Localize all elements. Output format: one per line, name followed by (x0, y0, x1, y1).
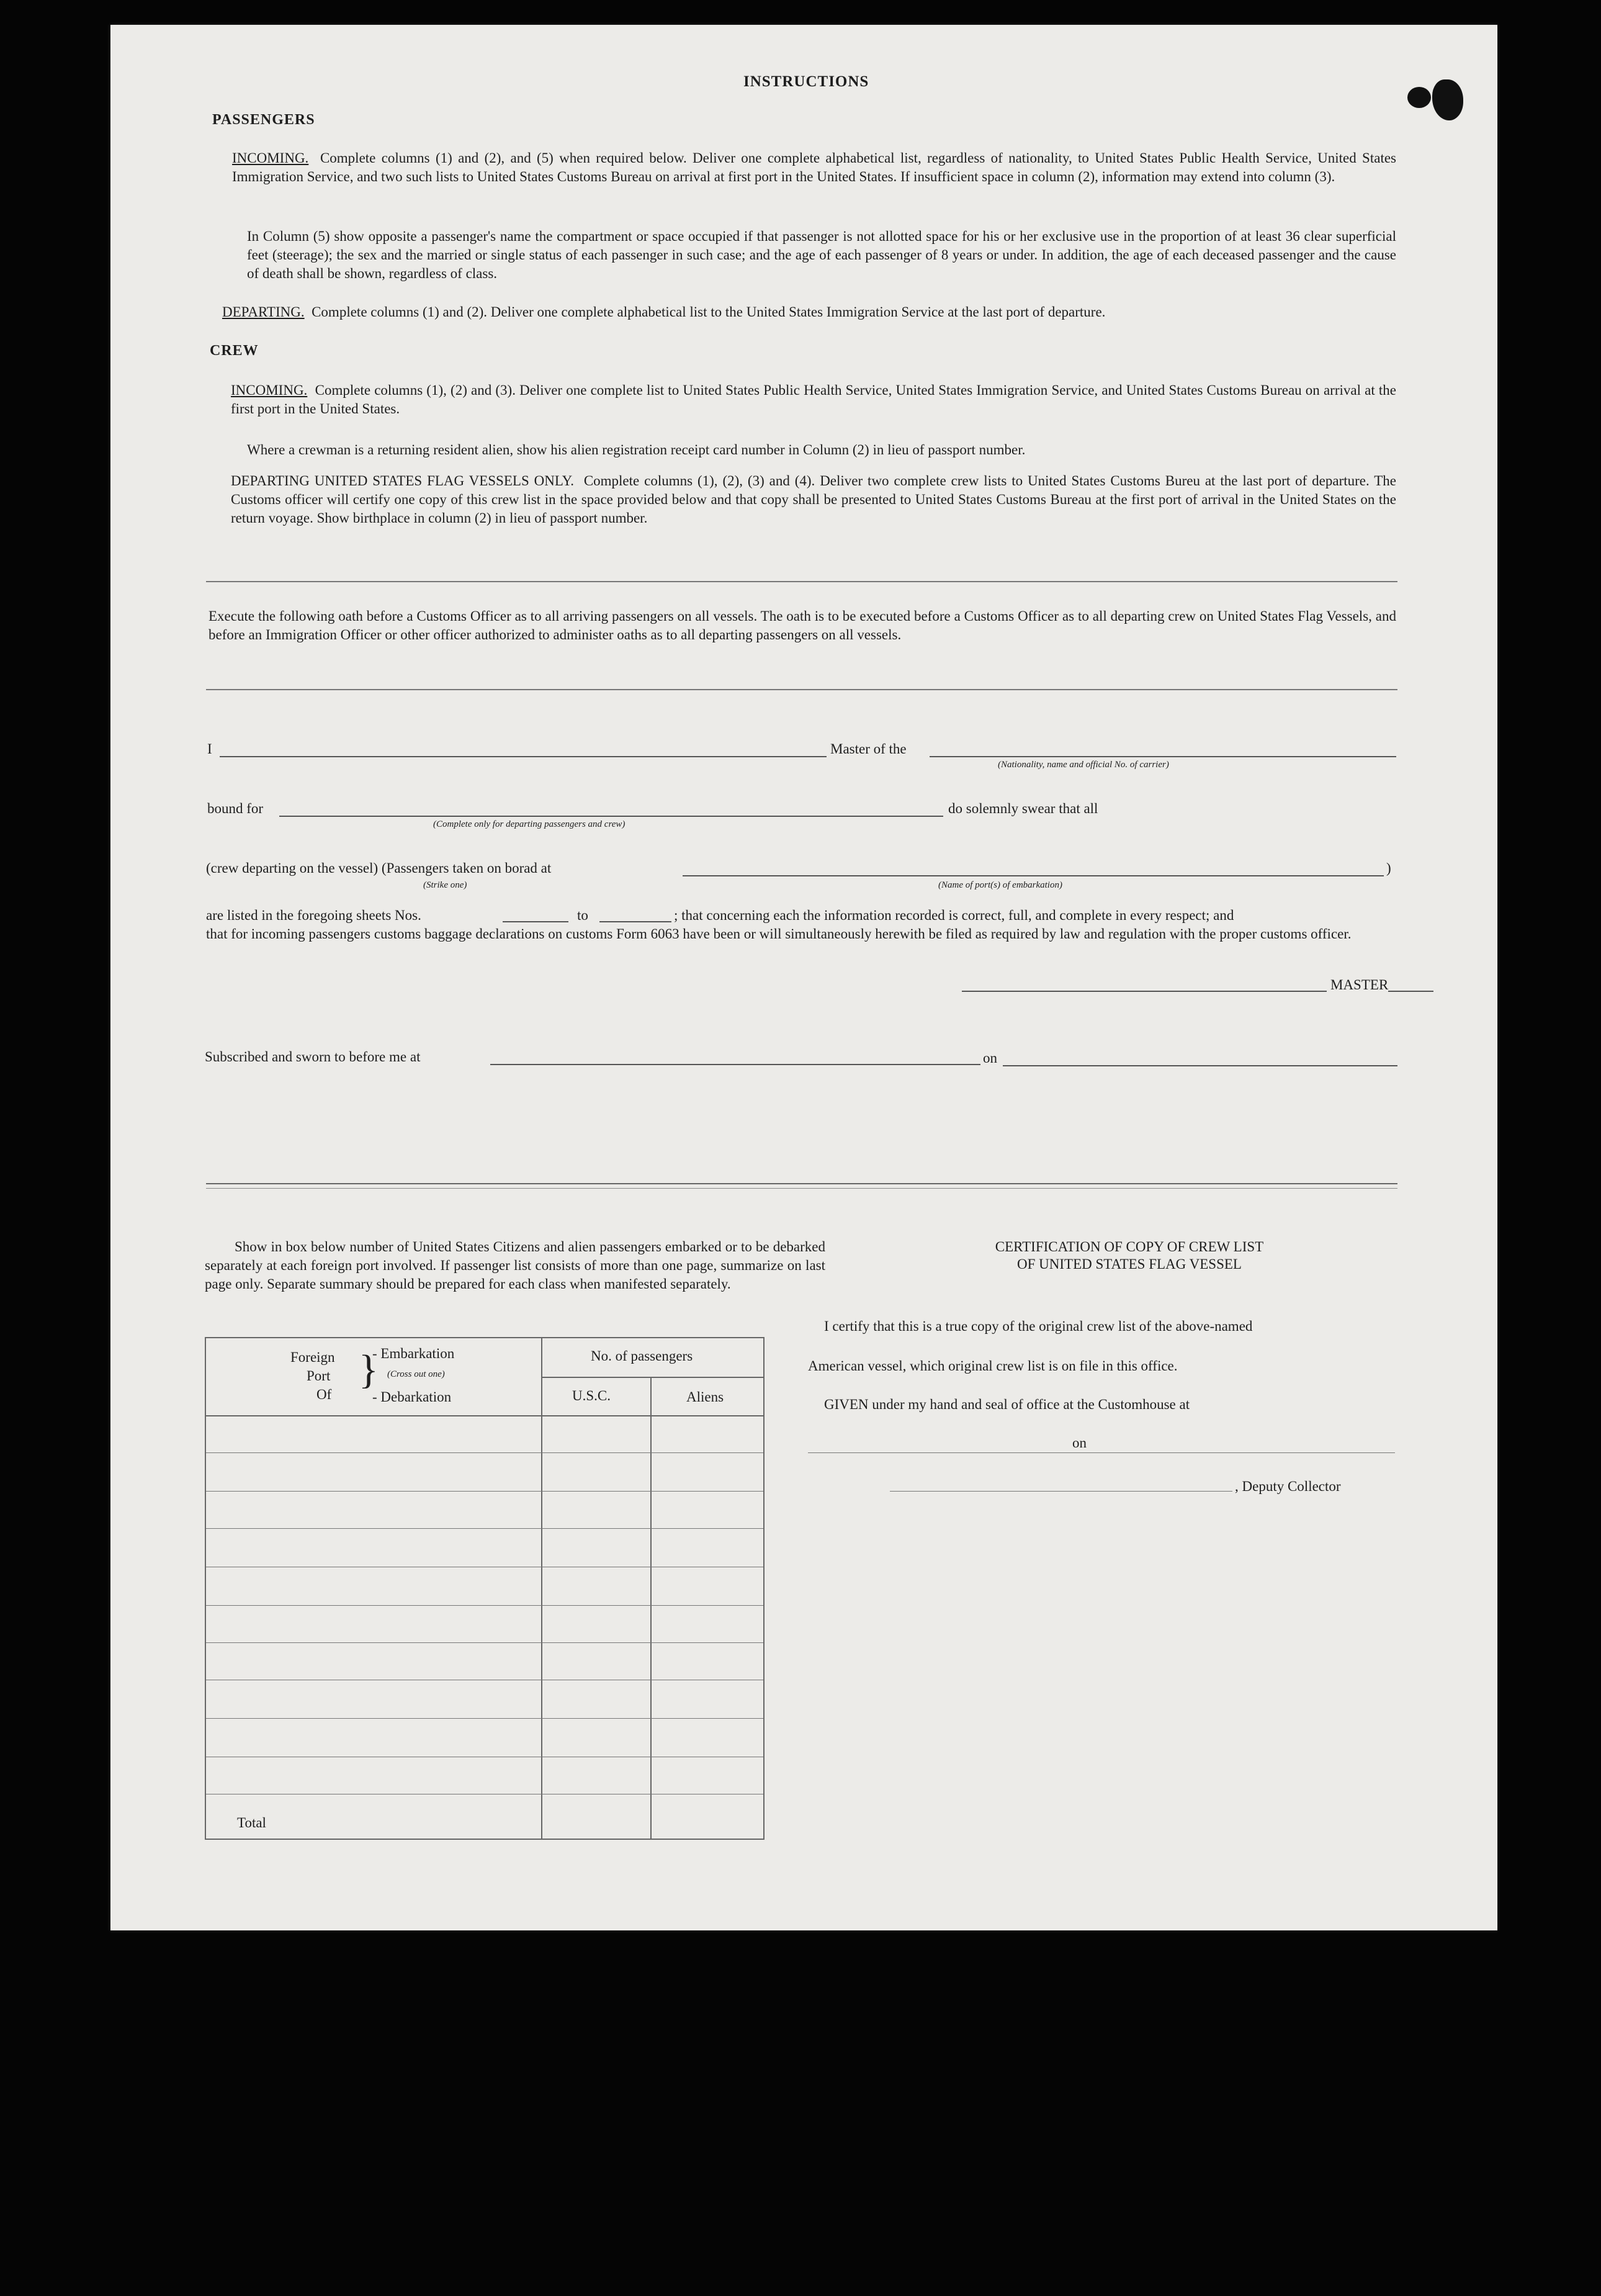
divider (206, 581, 1397, 582)
certification-title-line2: OF UNITED STATES FLAG VESSEL (1017, 1256, 1242, 1272)
subscribed-on-label: on (983, 1050, 997, 1066)
column-divider (650, 1378, 652, 1839)
header-bottom-rule (206, 1415, 763, 1416)
passengers-heading: PASSENGERS (212, 112, 315, 128)
crew-departing-text: Complete columns (1), (2), (3) and (4). Deliver two complete crew lists to United States Customs Bureu at the last port of departure. The Customs officer will certify one copy of this crew list in the space provided below and that copy shall be presented to United States Customs Bureau at the first port of arrival in the United States on the return voyage. Show birthplace in column (2) in lieu of passport number. (231, 473, 1397, 526)
divider (206, 1183, 1397, 1184)
crew-incoming-label: INCOMING. (231, 382, 308, 398)
passengers-departing-label: DEPARTING. (222, 304, 305, 320)
carrier-name-field[interactable] (930, 756, 1396, 757)
table-row (206, 1491, 763, 1492)
of-label: Of (316, 1387, 332, 1402)
subscribed-place-field[interactable] (490, 1064, 980, 1065)
ink-blot (1407, 87, 1431, 108)
aliens-label: Aliens (686, 1389, 724, 1405)
deputy-collector-signature-field[interactable] (890, 1491, 1232, 1492)
vessel-text: American vessel, which original crew list is on file in this office. (808, 1358, 1178, 1374)
form-sheet (110, 25, 1497, 1930)
master-of-label: Master of the (830, 741, 907, 757)
crew-departing-label: DEPARTING UNITED STATES FLAG VESSELS ONLY. (231, 473, 575, 488)
table-row (206, 1642, 763, 1643)
cross-out-caption: (Cross out one) (387, 1369, 445, 1379)
no-passengers-label: No. of passengers (591, 1348, 693, 1364)
crew-returning-paragraph: Where a crewman is a returning resident alien, show his alien registration receipt card number in Column (2) in lieu of passport number. (247, 442, 1026, 457)
given-text: GIVEN under my hand and seal of office at the Customhouse at (824, 1397, 1190, 1412)
oath-i-label: I (207, 741, 212, 757)
swear-label: do solemnly swear that all (948, 801, 1098, 816)
ports-caption: (Name of port(s) of embarkation) (938, 880, 1062, 890)
certification-on-label: on (1070, 1434, 1089, 1452)
page-title: INSTRUCTIONS (743, 73, 869, 90)
table-row (206, 1605, 763, 1606)
debarkation-label: - Debarkation (372, 1389, 452, 1405)
crew-departing-label: (crew departing on the vessel) (Passengers taken on borad at (206, 860, 552, 876)
passengers-departing-text: Complete columns (1) and (2). Deliver one complete alphabetical list to the United States Immigration Service at the last port of departure. (312, 304, 1106, 320)
crew-incoming-paragraph (231, 381, 1396, 418)
complete-only-caption: (Complete only for departing passengers and crew) (433, 819, 626, 829)
ink-blot (1432, 79, 1463, 120)
table-row (206, 1528, 763, 1529)
master-name-field[interactable] (220, 756, 827, 757)
destination-field[interactable] (279, 816, 943, 817)
listed-prefix: are listed in the foregoing sheets Nos. (206, 907, 421, 923)
listed-suffix: ; that concerning each the information recorded is correct, full, and complete in every respect; and (674, 907, 1234, 923)
crew-departing-paragraph (231, 472, 1396, 528)
header-divider (541, 1377, 763, 1378)
passengers-incoming-text: Complete columns (1) and (2), and (5) when required below. Deliver one complete alphabetical list, regardless of nationality, to United States Public Health Service, United States Immigration Service, and two such lists to United States Customs Bureau on arrival at first port in the United States. If insufficient space in column (2), information may extend into column (3). (232, 150, 1396, 184)
subscribed-label: Subscribed and sworn to before me at (205, 1049, 421, 1065)
listed-rest: that for incoming passengers customs baggage declarations on customs Form 6063 have been or will simultaneously herewith be filed as required by law and regulation with the proper customs officer. (206, 926, 1352, 942)
usc-label: U.S.C. (572, 1388, 611, 1403)
certify-text: I certify that this is a true copy of the original crew list of the above-named (824, 1318, 1253, 1334)
crew-incoming-text: Complete columns (1), (2) and (3). Deliver one complete list to United States Public Health Service, United States Immigration Service, and United States Customs Bureau on arrival at the first port in the United States. (231, 382, 1396, 416)
bound-for-label: bound for (207, 801, 264, 816)
sheet-to-field[interactable] (599, 921, 671, 922)
column-divider (541, 1338, 542, 1839)
divider (206, 1188, 1397, 1189)
embarkation-label: - Embarkation (372, 1346, 455, 1361)
deputy-collector-label: , Deputy Collector (1235, 1479, 1341, 1494)
passengers-departing-paragraph (222, 303, 1414, 322)
close-paren: ) (1386, 860, 1391, 876)
certification-title-line1: CERTIFICATION OF COPY OF CREW LIST (995, 1239, 1264, 1254)
foreign-label: Foreign (290, 1349, 335, 1365)
passengers-incoming-paragraph (232, 149, 1396, 186)
subscribed-date-field[interactable] (1003, 1065, 1397, 1066)
passenger-box-intro: Show in box below number of United States Citizens and alien passengers embarked or to be debarked separately at each foreign port involved. If passenger list consists of more than one page, summarize on last page only. Separate summary should be prepared for each class when manifested separately. (205, 1239, 825, 1292)
passengers-column5-paragraph: In Column (5) show opposite a passenger's name the compartment or space occupied if that passenger is not allotted space for his or her exclusive use in the proportion of at least 36 clear superficial feet (steerage); the sex and the married or single status of each passenger in such case; and the age of each passenger of 8 years or under. In addition, the age of each deceased passenger and the cause of death shall be shown, regardless of class. (247, 228, 1396, 281)
brace-icon: } (359, 1347, 379, 1392)
table-row (206, 1452, 763, 1453)
sheet-from-field[interactable] (503, 921, 568, 922)
passenger-summary-box (205, 1337, 765, 1840)
table-row (206, 1718, 763, 1719)
oath-intro: Execute the following oath before a Customs Officer as to all arriving passengers on all vessels. The oath is to be executed before a Customs Officer as to all departing crew on United States Flag Vessels, and before an Immigration Officer or other officer authorized to administer oaths as to all departing passengers on all vessels. (209, 608, 1396, 642)
divider (206, 689, 1397, 690)
embarkation-ports-field[interactable] (683, 875, 1384, 876)
crew-heading: CREW (210, 343, 259, 359)
listed-to: to (577, 907, 588, 923)
total-label: Total (237, 1815, 266, 1830)
strike-one-caption: (Strike one) (423, 880, 467, 890)
customhouse-field[interactable] (808, 1452, 1395, 1453)
master-label: MASTER (1327, 976, 1388, 994)
port-label: Port (307, 1368, 331, 1384)
nationality-caption: (Nationality, name and official No. of carrier) (998, 760, 1169, 770)
passengers-incoming-label: INCOMING. (232, 150, 309, 166)
